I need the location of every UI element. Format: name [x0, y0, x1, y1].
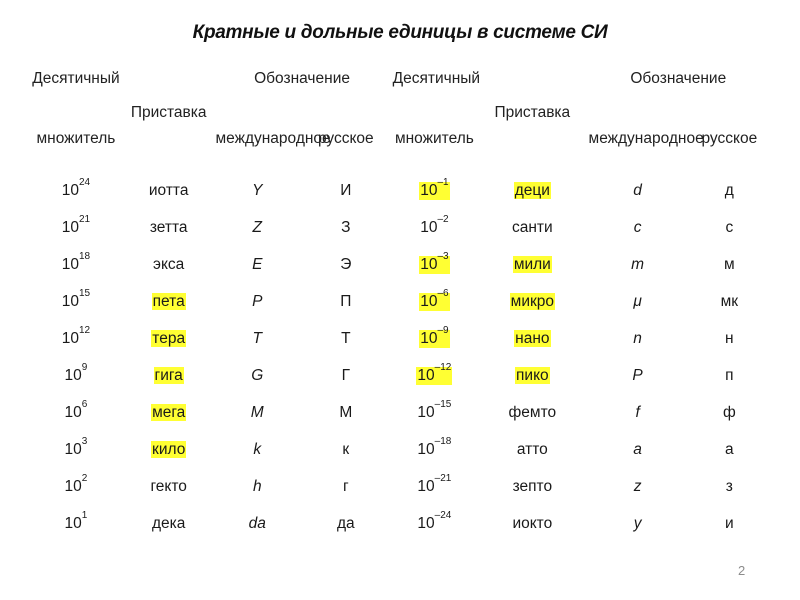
- table-row: [28, 468, 770, 505]
- intl-symbol-cell-sub: μ: [633, 292, 642, 310]
- multiplier-cell: $10^{24}$: [61, 176, 91, 199]
- prefix-cell: гекто: [150, 477, 187, 495]
- multiplier-cell: $10^9$: [64, 361, 88, 384]
- intl-symbol-cell: T: [252, 329, 262, 347]
- header-submultiple-line2: множитель: [394, 129, 474, 147]
- page-number: 2: [738, 563, 746, 578]
- submultiple-cell: $10^{-18}$: [417, 435, 452, 458]
- submultiple-cell: $10^{-3}$: [420, 250, 449, 273]
- multiplier-cell: $10^6$: [64, 398, 88, 421]
- prefix-cell: зетта: [149, 218, 188, 236]
- submultiple-cell: $10^{-21}$: [417, 472, 452, 495]
- header-russian: русское: [317, 129, 374, 147]
- header-designation: Обозначение: [254, 69, 350, 87]
- submultiple-cell: $10^{-6}$: [420, 287, 449, 310]
- rus-symbol-cell: к: [342, 440, 350, 458]
- table-row: [28, 209, 770, 246]
- rus-symbol-cell-sub: д: [724, 181, 734, 199]
- submultiple-cell: $10^{-24}$: [417, 509, 452, 532]
- table-row: [28, 357, 770, 394]
- rus-symbol-cell-sub: и: [724, 514, 734, 532]
- prefix-cell-sub: пико: [516, 366, 549, 384]
- rus-symbol-cell: И: [340, 181, 352, 199]
- submultiple-cell: $10^{-15}$: [417, 398, 452, 421]
- table-row: [28, 505, 770, 542]
- prefix-cell-sub: зепто: [512, 477, 553, 495]
- intl-symbol-cell: Z: [252, 218, 262, 236]
- header-submultiple-line1: Десятичный: [392, 69, 481, 87]
- multiplier-cell: $10^3$: [64, 435, 88, 458]
- rus-symbol-cell-sub: ф: [722, 403, 736, 421]
- prefix-cell-sub: нано: [515, 329, 550, 347]
- intl-symbol-cell-sub: a: [633, 440, 642, 458]
- intl-symbol-cell: Y: [252, 181, 263, 199]
- header-multiplier-line1: Десятичный: [32, 69, 120, 87]
- intl-symbol-cell-sub: y: [633, 514, 642, 532]
- submultiple-cell: $10^{-2}$: [420, 213, 449, 236]
- intl-symbol-cell-sub: n: [633, 329, 642, 347]
- prefix-cell: тера: [152, 329, 186, 347]
- rus-symbol-cell-sub: з: [725, 477, 733, 495]
- rus-symbol-cell: г: [342, 477, 349, 495]
- intl-symbol-cell: M: [250, 403, 264, 421]
- intl-symbol-cell: h: [252, 477, 262, 495]
- table-row: [28, 283, 770, 320]
- prefix-cell: иотта: [148, 181, 189, 199]
- si-prefixes-table: [28, 52, 770, 542]
- prefix-cell-sub: атто: [516, 440, 548, 458]
- rus-symbol-cell-sub: н: [725, 329, 734, 347]
- rus-symbol-cell: Э: [340, 255, 352, 273]
- multiplier-cell: $10^{21}$: [61, 213, 91, 236]
- rus-symbol-cell: З: [341, 218, 351, 236]
- rus-symbol-cell: да: [336, 514, 355, 532]
- intl-symbol-cell-sub: m: [631, 255, 645, 273]
- multiplier-cell: $10^1$: [64, 509, 88, 532]
- prefix-cell-sub: иокто: [512, 514, 553, 532]
- table-row: [28, 246, 770, 283]
- intl-symbol-cell: E: [252, 255, 263, 273]
- intl-symbol-cell-sub: c: [633, 218, 642, 236]
- header-prefix: Приставка: [130, 103, 207, 121]
- prefix-cell: экса: [153, 255, 185, 273]
- slide-title: Кратные и дольные единицы в системе СИ: [192, 22, 608, 43]
- intl-symbol-cell: P: [252, 292, 263, 310]
- prefix-cell-sub: деци: [514, 181, 550, 199]
- intl-symbol-cell-sub: z: [633, 477, 642, 495]
- header-international: международное: [215, 129, 331, 147]
- intl-symbol-cell: G: [251, 366, 264, 384]
- multiplier-cell: $10^{12}$: [61, 324, 91, 347]
- prefix-cell-sub: санти: [512, 218, 553, 236]
- multiplier-cell: $10^{18}$: [61, 250, 91, 273]
- intl-symbol-cell: da: [248, 514, 266, 532]
- table-row: [28, 172, 770, 209]
- header-multiplier-line2: множитель: [36, 129, 116, 147]
- prefix-cell-sub: фемто: [508, 403, 557, 421]
- intl-symbol-cell-sub: f: [635, 403, 640, 421]
- header-designation-sub: Обозначение: [630, 69, 727, 87]
- prefix-cell: кило: [152, 440, 186, 458]
- table-row: [28, 431, 770, 468]
- table-row: [28, 320, 770, 357]
- prefix-cell: дека: [151, 514, 186, 532]
- prefix-cell: гига: [154, 366, 183, 384]
- rus-symbol-cell: Т: [341, 329, 351, 347]
- rus-symbol-cell-sub: а: [725, 440, 734, 458]
- intl-symbol-cell: k: [253, 440, 262, 458]
- prefix-cell: пета: [152, 292, 185, 310]
- rus-symbol-cell-sub: мк: [720, 292, 739, 310]
- table-row: [28, 394, 770, 431]
- header-russian-sub: русское: [701, 129, 758, 147]
- rus-symbol-cell: Г: [341, 366, 351, 384]
- multiplier-cell: $10^{15}$: [61, 287, 91, 310]
- rus-symbol-cell-sub: м: [724, 255, 735, 273]
- prefix-cell-sub: мили: [513, 255, 551, 273]
- rus-symbol-cell-sub: п: [725, 366, 734, 384]
- intl-symbol-cell-sub: P: [632, 366, 643, 384]
- rus-symbol-cell-sub: с: [725, 218, 734, 236]
- submultiple-cell: $10^{-12}$: [417, 361, 452, 384]
- submultiple-cell: $10^{-9}$: [420, 324, 449, 347]
- intl-symbol-cell-sub: d: [633, 181, 642, 199]
- rus-symbol-cell: М: [339, 403, 353, 421]
- prefix-cell-sub: микро: [510, 292, 555, 310]
- submultiple-cell: $10^{-1}$: [420, 176, 449, 199]
- prefix-cell: мега: [152, 403, 186, 421]
- header-international-sub: международное: [588, 129, 704, 147]
- rus-symbol-cell: П: [340, 292, 352, 310]
- multiplier-cell: $10^2$: [64, 472, 88, 495]
- header-prefix-sub: Приставка: [494, 103, 571, 121]
